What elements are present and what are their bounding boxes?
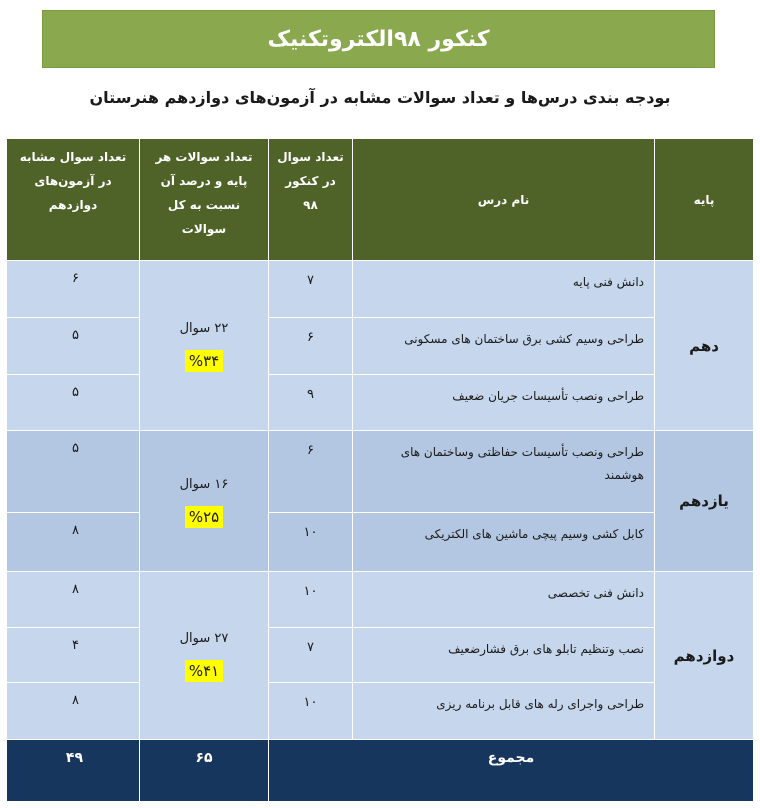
grade-cell-12: دوازدهم	[655, 572, 754, 740]
lesson-cell: نصب وتنظیم تابلو های برق فشارضعیف	[353, 628, 655, 683]
grade-summary-cell	[140, 261, 269, 431]
similar-cell: ۸	[7, 683, 140, 740]
col-header-similar: تعداد سوال مشابه در آزمون‌های دوازدهم	[7, 139, 140, 261]
count98-cell: ۶	[269, 431, 353, 513]
lesson-cell: دانش فنی پایه	[353, 261, 655, 318]
lesson-cell: طراحی وسیم کشی برق ساختمان های مسکونی	[353, 318, 655, 375]
grade-percent-badge: %۳۴	[185, 350, 223, 372]
table-row	[7, 683, 754, 740]
lesson-cell: طراحی ونصب تأسیسات حفاظتی وساختمان های هوشمند	[353, 431, 655, 513]
table-row	[7, 628, 754, 683]
lesson-cell: کابل کشی وسیم پیچی ماشین های الکتریکی	[353, 513, 655, 572]
count98-cell: ۱۰	[269, 513, 353, 572]
total-label: مجموع	[269, 740, 754, 802]
table-row	[7, 318, 754, 375]
grade-question-count: ۱۶ سوال	[179, 476, 229, 492]
grade-percent-badge: %۲۵	[185, 506, 223, 528]
table-row	[7, 431, 754, 513]
count98-cell: ۷	[269, 628, 353, 683]
similar-cell: ۵	[7, 318, 140, 375]
grade-summary-cell	[140, 431, 269, 572]
col-header-count98: تعداد سوال در کنکور ۹۸	[269, 139, 353, 261]
similar-cell: ۶	[7, 261, 140, 318]
lesson-cell: طراحی ونصب تأسیسات جریان ضعیف	[353, 375, 655, 431]
grade-question-count: ۲۲ سوال	[179, 321, 229, 336]
budget-table	[6, 138, 754, 802]
page-title: کنکور ۹۸الکتروتکنیک	[267, 26, 490, 52]
table-row	[7, 375, 754, 431]
similar-cell: ۵	[7, 375, 140, 431]
similar-cell: ۸	[7, 513, 140, 572]
grade-percent-badge: %۴۱	[185, 660, 223, 682]
grade-cell-10: دهم	[655, 261, 754, 431]
total-similar: ۴۹	[7, 740, 140, 802]
count98-cell: ۹	[269, 375, 353, 431]
count98-cell: ۷	[269, 261, 353, 318]
grade-summary-cell	[140, 572, 269, 740]
count98-cell: ۱۰	[269, 683, 353, 740]
lesson-cell: طراحی واجرای رله های قابل برنامه ریزی	[353, 683, 655, 740]
table-row	[7, 261, 754, 318]
table-row	[7, 572, 754, 628]
grade-question-count: ۲۷ سوال	[179, 631, 229, 646]
grade-cell-11: یازدهم	[655, 431, 754, 572]
col-header-base: پایه	[655, 139, 754, 261]
lesson-cell: دانش فنی تخصصی	[353, 572, 655, 628]
title-banner	[42, 10, 715, 68]
similar-cell: ۵	[7, 431, 140, 513]
page-subtitle: بودجه بندی درس‌ها و تعداد سوالات مشابه در آزمون‌های دوازدهم هنرستان	[89, 88, 671, 107]
total-row	[7, 740, 754, 802]
table-header-row	[7, 139, 754, 261]
count98-cell: ۱۰	[269, 572, 353, 628]
similar-cell: ۸	[7, 572, 140, 628]
col-header-lesson: نام درس	[353, 139, 655, 261]
total-count98: ۶۵	[140, 740, 269, 802]
col-header-per-grade: تعداد سوالات هر پایه و درصد آن نسبت به کل سوالات	[140, 139, 269, 261]
count98-cell: ۶	[269, 318, 353, 375]
similar-cell: ۴	[7, 628, 140, 683]
table-row	[7, 513, 754, 572]
